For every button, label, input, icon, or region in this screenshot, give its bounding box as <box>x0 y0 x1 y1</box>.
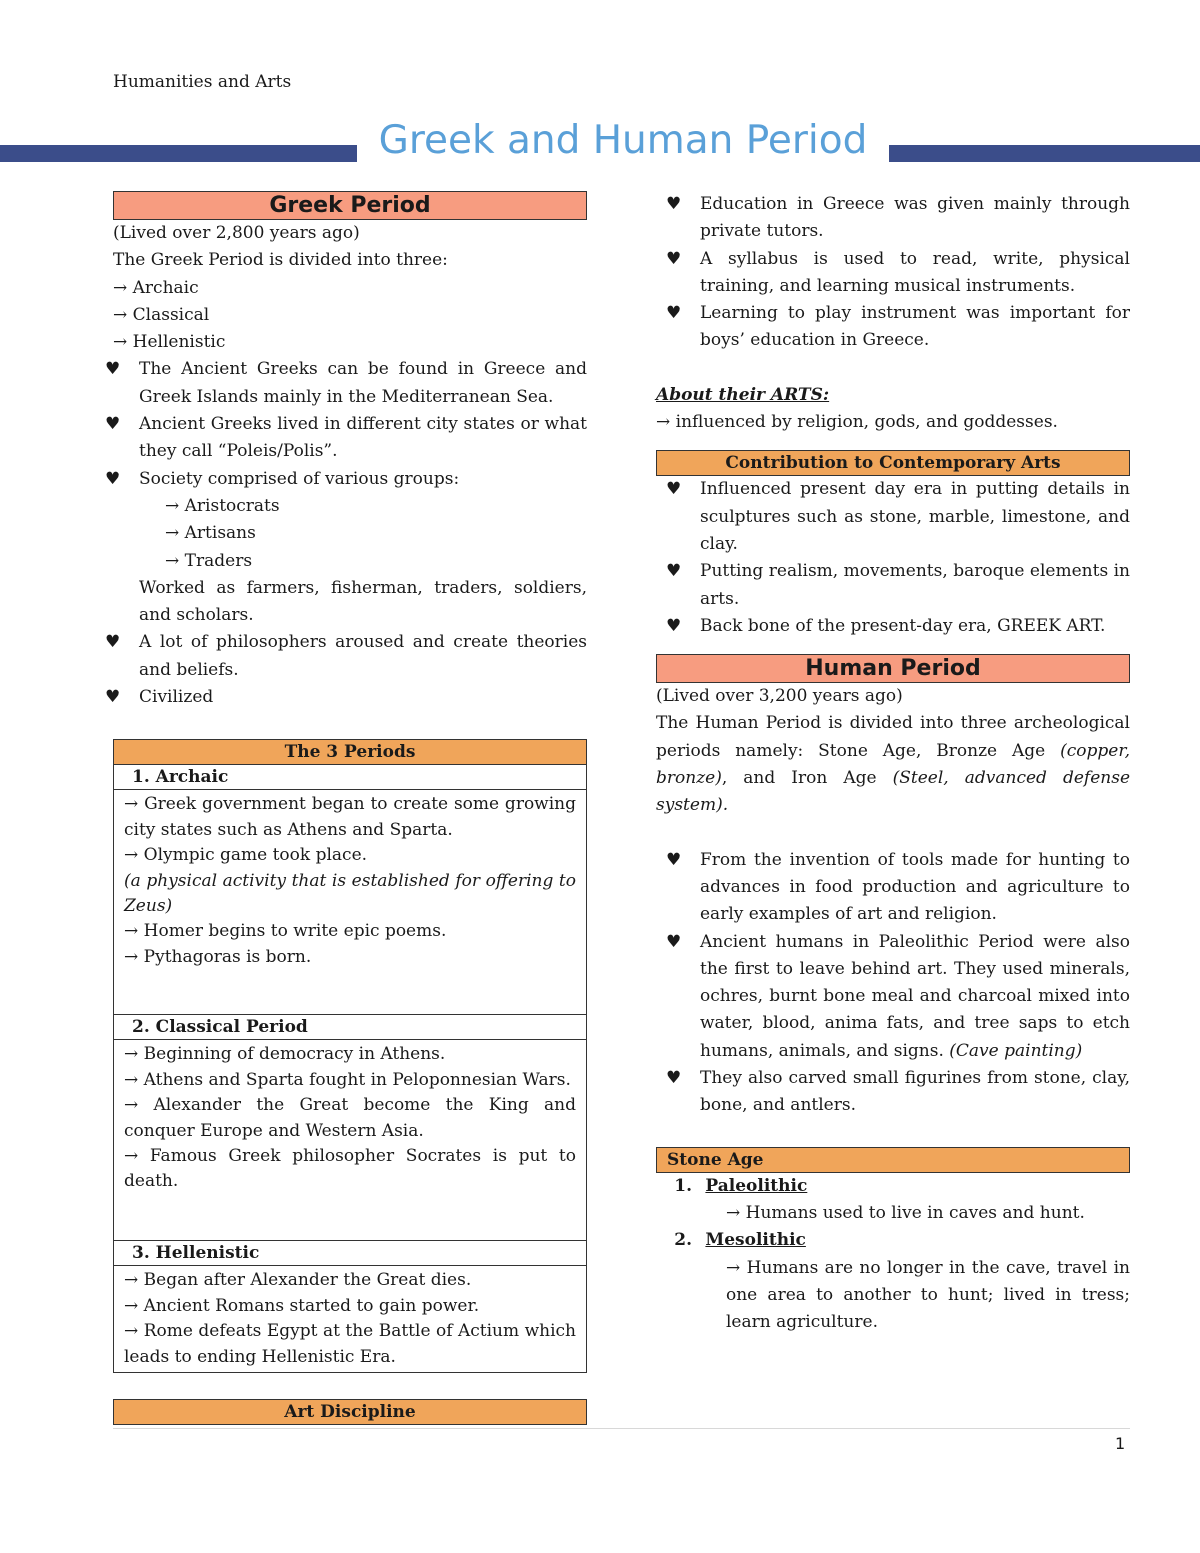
table-row: → Athens and Sparta fought in Peloponnesian Wars. <box>124 1069 571 1090</box>
table-row: → Olympic game took place. <box>124 845 368 866</box>
period-hellenistic: → Hellenistic <box>113 332 226 353</box>
list-item: ♥ The Ancient Greeks can be found in Greece and Greek Islands mainly in the Mediterranean Sea. <box>113 356 587 411</box>
classical-heading: 2. Classical Period <box>114 1014 586 1039</box>
heart-bullet-icon: ♥ <box>105 414 121 435</box>
paleolithic-desc: → Humans used to live in caves and hunt. <box>726 1202 1085 1223</box>
art-discipline-banner: Art Discipline <box>113 1399 587 1425</box>
table-row: → Greek government began to create some growing city states such as Athens and Sparta. <box>124 794 576 840</box>
heart-bullet-icon: ♥ <box>666 931 682 952</box>
list-item: ♥ Back bone of the present-day era, GREEK ART. <box>656 613 1130 640</box>
human-divided: The Human Period is divided into three archeological periods namely: Stone Age, Bronze Age (copper, bronze), and Iron Age (Steel, advanced defense system). <box>656 713 1130 816</box>
table-row: → Famous Greek philosopher Socrates is put to death. <box>124 1145 576 1192</box>
footer-divider <box>113 1428 1130 1429</box>
list-item: ♥ Putting realism, movements, baroque elements in arts. <box>656 558 1130 613</box>
list-item: ♥ Society comprised of various groups: <box>113 466 587 493</box>
greek-period-banner: Greek Period <box>113 191 587 220</box>
greek-lived: (Lived over 2,800 years ago) <box>113 223 360 243</box>
heart-bullet-icon: ♥ <box>666 479 682 500</box>
archaic-heading: 1. Archaic <box>132 767 229 788</box>
heart-bullet-icon: ♥ <box>666 561 682 582</box>
group-aristocrats: → Aristocrats <box>165 495 280 516</box>
table-row: → Ancient Romans started to gain power. <box>124 1295 480 1316</box>
human-period-banner: Human Period <box>656 654 1130 683</box>
hellenistic-heading: 3. Hellenistic <box>114 1240 586 1265</box>
heart-bullet-icon: ♥ <box>666 248 682 269</box>
table-row: (a physical activity that is established for offering to Zeus) <box>124 870 576 916</box>
heart-bullet-icon: ♥ <box>105 359 121 380</box>
worked-as: Worked as farmers, fisherman, traders, soldiers, and scholars. <box>139 577 587 626</box>
human-lived: (Lived over 3,200 years ago) <box>656 686 903 707</box>
list-item: ♥ From the invention of tools made for hunting to advances in food production and agriculture to early examples of art and religion. <box>656 847 1130 929</box>
document-title: Greek and Human Period <box>378 118 868 163</box>
arts-line: → influenced by religion, gods, and goddesses. <box>656 412 1058 433</box>
list-item: ♥ A syllabus is used to read, write, physical training, and learning musical instruments. <box>656 246 1130 301</box>
mesolithic-desc: → Humans are no longer in the cave, travel in one area to another to hunt; lived in tress; learn agriculture. <box>726 1257 1130 1333</box>
title-bar-left <box>0 145 357 162</box>
list-item: ♥ Civilized <box>113 684 587 711</box>
list-item: ♥ Education in Greece was given mainly through private tutors. <box>656 191 1130 246</box>
heart-bullet-icon: ♥ <box>105 468 121 489</box>
page-header: Humanities and Arts <box>113 72 292 92</box>
list-item: 1. Paleolithic <box>674 1175 808 1196</box>
heart-bullet-icon: ♥ <box>666 849 682 870</box>
heart-bullet-icon: ♥ <box>105 687 121 708</box>
contribution-banner: Contribution to Contemporary Arts <box>656 450 1130 476</box>
period-classical: → Classical <box>113 304 210 325</box>
heart-bullet-icon: ♥ <box>666 303 682 324</box>
hellenistic-body <box>114 1265 586 1372</box>
three-periods-table <box>113 765 587 1373</box>
table-row: → Alexander the Great become the King and conquer Europe and Western Asia. <box>124 1095 576 1141</box>
list-item: ♥ Ancient humans in Paleolithic Period were also the first to leave behind art. They used minerals, ochres, burnt bone meal and charcoal mixed into water, blood, anima fats, and tree saps to etch humans, animals, and signs. (Cave painting) <box>656 929 1130 1065</box>
heart-bullet-icon: ♥ <box>105 632 121 653</box>
list-item: ♥ Learning to play instrument was important for boys’ education in Greece. <box>656 300 1130 355</box>
list-item: ♥ A lot of philosophers aroused and create theories and beliefs. <box>113 629 587 684</box>
right-column <box>656 191 1130 1336</box>
period-archaic: → Archaic <box>113 277 199 298</box>
title-bar-right <box>889 145 1200 162</box>
heart-bullet-icon: ♥ <box>666 1068 682 1089</box>
archaic-body <box>114 789 586 1014</box>
arts-heading: About their ARTS: <box>656 384 830 405</box>
left-column <box>105 191 587 1425</box>
table-row: → Beginning of democracy in Athens. <box>124 1044 446 1065</box>
list-item: ♥ They also carved small figurines from stone, clay, bone, and antlers. <box>656 1065 1130 1120</box>
classical-body <box>114 1039 586 1240</box>
group-artisans: → Artisans <box>165 523 256 544</box>
table-row: → Began after Alexander the Great dies. <box>124 1270 472 1291</box>
list-item: 2. Mesolithic <box>674 1230 806 1251</box>
table-row: → Pythagoras is born. <box>124 946 312 967</box>
page-number: 1 <box>1115 1434 1126 1453</box>
greek-divided: The Greek Period is divided into three: <box>113 250 448 271</box>
group-traders: → Traders <box>165 550 253 571</box>
list-item: ♥ Influenced present day era in putting details in sculptures such as stone, marble, limestone, and clay. <box>656 476 1130 558</box>
table-row: → Homer begins to write epic poems. <box>124 921 447 942</box>
three-periods-banner: The 3 Periods <box>113 739 587 765</box>
heart-bullet-icon: ♥ <box>666 615 682 636</box>
stone-age-banner: Stone Age <box>656 1147 1130 1173</box>
list-item: ♥ Ancient Greeks lived in different city states or what they call “Poleis/Polis”. <box>113 411 587 466</box>
heart-bullet-icon: ♥ <box>666 194 682 214</box>
table-row: → Rome defeats Egypt at the Battle of Actium which leads to ending Hellenistic Era. <box>124 1321 576 1367</box>
